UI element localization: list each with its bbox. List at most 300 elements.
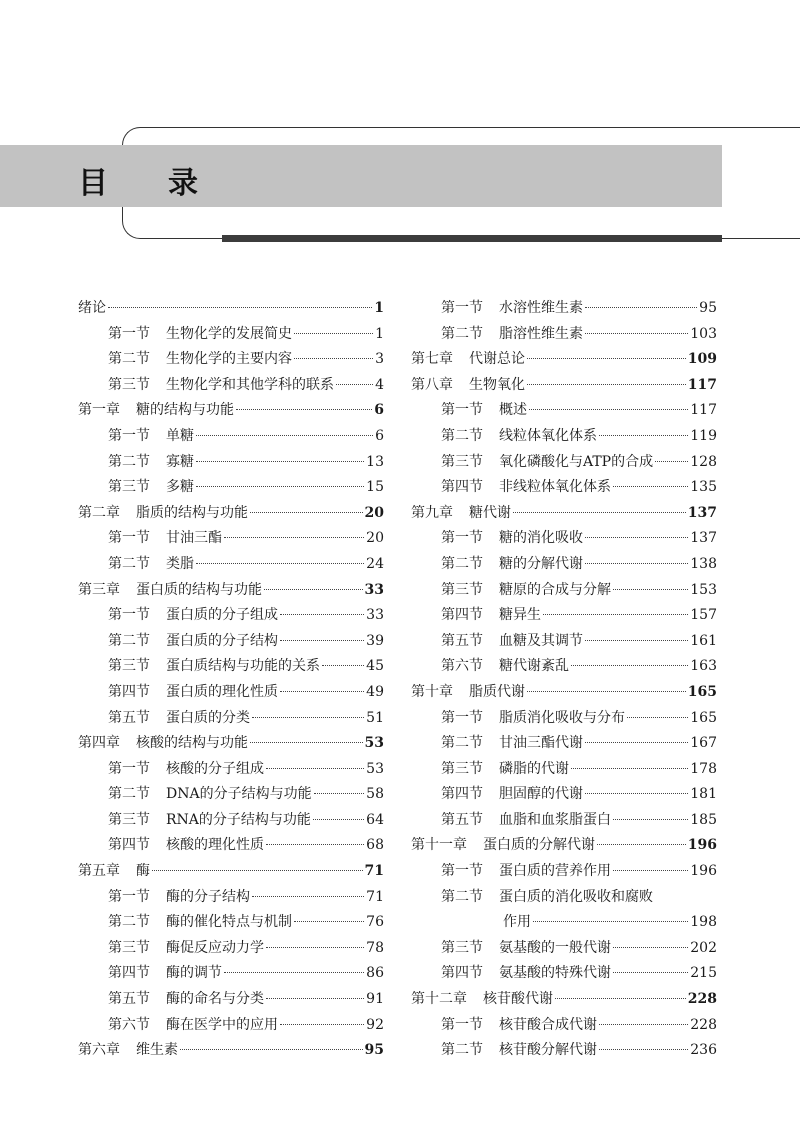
toc-entry: [411, 501, 717, 527]
toc-leader-dots: [571, 768, 688, 769]
toc-entry-title: 核苷酸合成代谢: [499, 1016, 597, 1033]
toc-page-number: 4: [375, 376, 384, 393]
toc-entry-title: 生物化学和其他学科的联系: [166, 376, 334, 393]
toc-entry: [411, 1013, 717, 1039]
toc-leader-dots: [196, 563, 364, 564]
toc-page-number: 228: [690, 1016, 717, 1033]
toc-column-left: [78, 296, 384, 1064]
toc-page-number: 20: [366, 530, 384, 547]
toc-leader-dots: [527, 384, 686, 385]
toc-entry-label: 第四节: [108, 683, 150, 700]
toc-leader-dots: [613, 486, 688, 487]
toc-page-number: 1: [374, 300, 384, 316]
toc-entry-label: 第二章: [78, 504, 120, 521]
toc-entry: [411, 731, 717, 757]
toc-entry: [411, 526, 717, 552]
toc-entry: [411, 654, 717, 680]
toc-entry-title: 甘油三酯: [166, 530, 222, 547]
toc-page-number: 95: [699, 300, 717, 316]
toc-entry-title: 酶促反应动力学: [166, 939, 264, 956]
toc-page-number: 6: [375, 427, 384, 444]
toc-leader-dots: [313, 819, 364, 820]
toc-leader-dots: [597, 844, 686, 845]
toc-entry-label: 第五章: [78, 863, 120, 880]
toc-leader-dots: [599, 435, 688, 436]
toc-entry: [411, 1038, 717, 1064]
toc-entry-title: 类脂: [166, 555, 194, 572]
toc-entry: [411, 373, 717, 399]
toc-leader-dots: [655, 461, 688, 462]
toc-leader-dots: [613, 870, 688, 871]
toc-leader-dots: [294, 358, 373, 359]
toc-entry: [78, 373, 384, 399]
toc-entry-title: 生物化学的发展简史: [166, 325, 292, 342]
toc-page-number: 215: [690, 965, 717, 982]
toc-entry: [411, 808, 717, 834]
toc-leader-dots: [529, 409, 688, 410]
toc-entry-label: 第五节: [108, 991, 150, 1008]
toc-leader-dots: [533, 921, 688, 922]
toc-leader-dots: [264, 589, 363, 590]
toc-page-number: 68: [366, 837, 384, 854]
toc-entry-title: 概述: [499, 402, 527, 419]
toc-page-number: 64: [366, 811, 384, 828]
toc-page-number: 181: [690, 786, 717, 803]
toc-entry-title: 糖原的合成与分解: [499, 581, 611, 598]
toc-page-number: 117: [690, 402, 717, 419]
toc-entry: [78, 987, 384, 1013]
toc-entry: [411, 552, 717, 578]
toc-entry: [411, 450, 717, 476]
toc-entry-title: 单糖: [166, 427, 194, 444]
toc-entry-label: 第三节: [108, 376, 150, 393]
toc-entry-label: 第十章: [411, 683, 453, 700]
toc-entry-title: 脂质的结构与功能: [136, 504, 248, 521]
toc-entry-title: 核酸的结构与功能: [136, 735, 248, 752]
toc-entry: [78, 629, 384, 655]
toc-leader-dots: [585, 640, 688, 641]
toc-entry: [78, 936, 384, 962]
toc-entry: [411, 475, 717, 501]
toc-column-right: [411, 296, 717, 1064]
toc-entry-title: 甘油三酯代谢: [499, 735, 583, 752]
toc-page-number: 91: [366, 991, 384, 1008]
toc-page-number: 163: [690, 658, 717, 675]
toc-page-number: 178: [690, 760, 717, 777]
toc-leader-dots: [266, 844, 364, 845]
toc-page-number: 39: [366, 632, 384, 649]
toc-entry: [78, 731, 384, 757]
toc-page-number: 20: [364, 504, 384, 521]
toc-entry: [78, 347, 384, 373]
toc-page-number: 165: [690, 709, 717, 726]
toc-entry-title: 糖代谢紊乱: [499, 658, 569, 675]
toc-page-number: 128: [690, 453, 717, 470]
toc-entry-title: 酶的命名与分类: [166, 991, 264, 1008]
toc-entry: [411, 910, 717, 936]
toc-entry-title: 核酸的理化性质: [166, 837, 264, 854]
toc-leader-dots: [585, 742, 688, 743]
toc-entry-title: 糖的结构与功能: [136, 402, 234, 419]
toc-leader-dots: [294, 921, 364, 922]
toc-page-number: 117: [687, 376, 717, 393]
toc-entry: [411, 782, 717, 808]
toc-page-number: 161: [690, 632, 717, 649]
toc-entry: [411, 859, 717, 885]
toc-entry-title: 核苷酸分解代谢: [499, 1042, 597, 1059]
toc-entry-title: 蛋白质的结构与功能: [136, 581, 262, 598]
toc-entry-title: 水溶性维生素: [499, 300, 583, 316]
toc-page-number: 78: [366, 939, 384, 956]
toc-entry: [411, 629, 717, 655]
toc-entry-label: 第三节: [441, 453, 483, 470]
toc-page-number: 86: [366, 965, 384, 982]
toc-entry-label: 第四节: [441, 786, 483, 803]
toc-leader-dots: [266, 947, 364, 948]
toc-entry: [78, 424, 384, 450]
toc-page-number: 109: [687, 351, 717, 368]
toc-page-number: 202: [690, 939, 717, 956]
toc-page-number: 53: [364, 735, 384, 752]
toc-page-number: 45: [366, 658, 384, 675]
toc-entry-title: 酶的分子结构: [166, 888, 250, 905]
toc-entry-label: 第三节: [108, 811, 150, 828]
toc-entry: [78, 450, 384, 476]
toc-entry: [78, 1038, 384, 1064]
toc-entry-title: 糖异生: [499, 607, 541, 624]
toc-entry-label: 第一节: [108, 325, 150, 342]
toc-entry-label: 第二节: [108, 786, 150, 803]
toc-entry: [78, 398, 384, 424]
toc-entry-title: 寡糖: [166, 453, 194, 470]
toc-leader-dots: [555, 998, 686, 999]
toc-entry: [78, 552, 384, 578]
toc-page-number: 33: [366, 607, 384, 624]
toc-entry-label: 第四节: [441, 965, 483, 982]
toc-leader-dots: [108, 307, 372, 308]
toc-entry: [78, 885, 384, 911]
toc-leader-dots: [599, 1024, 688, 1025]
toc-entry: [411, 680, 717, 706]
toc-leader-dots: [585, 537, 688, 538]
toc-entry-label: 第七章: [411, 351, 453, 368]
toc-entry: [78, 654, 384, 680]
toc-entry-title: 脂质消化吸收与分布: [499, 709, 625, 726]
toc-entry-label: 第六节: [108, 1016, 150, 1033]
toc-entry-title: 蛋白质的分解代谢: [483, 837, 595, 854]
toc-entry: [78, 526, 384, 552]
toc-entry: [78, 603, 384, 629]
toc-entry-title: 酶的催化特点与机制: [166, 914, 292, 931]
toc-leader-dots: [280, 614, 364, 615]
toc-entry-label: 第三节: [108, 939, 150, 956]
toc-page-number: 138: [690, 555, 717, 572]
toc-leader-dots: [585, 563, 688, 564]
toc-leader-dots: [314, 793, 365, 794]
toc-page-number: 51: [366, 709, 384, 726]
toc-page-number: 119: [690, 427, 717, 444]
toc-entry: [411, 424, 717, 450]
toc-entry-label: 第一节: [441, 709, 483, 726]
toc-entry-title: 脂质代谢: [469, 683, 525, 700]
toc-entry-title: 蛋白质的分子结构: [166, 632, 278, 649]
toc-leader-dots: [236, 409, 372, 410]
toc-page-number: 137: [690, 530, 717, 547]
toc-leader-dots: [527, 358, 686, 359]
toc-entry-label: 第二节: [441, 888, 483, 905]
toc-leader-dots: [613, 947, 688, 948]
toc-entry: [411, 833, 717, 859]
toc-entry-label: 第五节: [108, 709, 150, 726]
toc-leader-dots: [613, 972, 688, 973]
toc-entry-label: 第二节: [441, 555, 483, 572]
toc-entry: [78, 833, 384, 859]
toc-entry: [78, 501, 384, 527]
toc-leader-dots: [585, 307, 697, 308]
toc-entry: [78, 706, 384, 732]
header-underline-bar: [222, 235, 722, 242]
toc-leader-dots: [196, 486, 364, 487]
toc-entry-title: 蛋白质的分类: [166, 709, 250, 726]
toc-page-number: 95: [364, 1042, 384, 1059]
toc-leader-dots: [250, 742, 363, 743]
toc-page-number: 3: [375, 351, 384, 368]
toc-entry: [411, 961, 717, 987]
toc-entry-title: DNA的分子结构与功能: [166, 786, 312, 803]
toc-entry-title: 氧化磷酸化与ATP的合成: [499, 453, 654, 470]
toc-page-number: 135: [690, 479, 717, 496]
toc-entry-label: 第一节: [441, 402, 483, 419]
toc-entry: [78, 296, 384, 322]
toc-entry-label: 第三节: [441, 939, 483, 956]
toc-entry: [411, 936, 717, 962]
toc-page-number: 153: [690, 581, 717, 598]
toc-page-number: 198: [690, 914, 717, 931]
toc-entry: [78, 859, 384, 885]
toc-entry-label: 第三节: [108, 479, 150, 496]
toc-leader-dots: [571, 665, 688, 666]
toc-entry-title: 非线粒体氧化体系: [499, 479, 611, 496]
toc-entry-title: 核苷酸代谢: [483, 991, 553, 1008]
toc-entry: [411, 603, 717, 629]
toc-leader-dots: [196, 435, 373, 436]
toc-entry-label: 第八章: [411, 376, 453, 393]
toc-entry: [78, 782, 384, 808]
toc-page-number: 157: [690, 607, 717, 624]
toc-entry-title: 氨基酸的特殊代谢: [499, 965, 611, 982]
toc-leader-dots: [322, 665, 364, 666]
toc-page-number: 167: [690, 735, 717, 752]
toc-page-number: 103: [690, 325, 717, 342]
toc-page-number: 58: [366, 786, 384, 803]
toc-entry-label: 第二节: [441, 1042, 483, 1059]
toc-leader-dots: [613, 589, 688, 590]
toc-leader-dots: [266, 998, 364, 999]
toc-leader-dots: [224, 972, 364, 973]
toc-entry-title: 代谢总论: [469, 351, 525, 368]
toc-entry-title: 酶在医学中的应用: [166, 1016, 278, 1033]
toc-leader-dots: [543, 614, 688, 615]
toc-entry-label: 第二节: [108, 351, 150, 368]
toc-page-number: 33: [364, 581, 384, 598]
toc-leader-dots: [280, 640, 364, 641]
toc-page-number: 236: [690, 1042, 717, 1059]
toc-entry-label: 第四节: [441, 479, 483, 496]
toc-leader-dots: [180, 1049, 363, 1050]
toc-leader-dots: [585, 333, 688, 334]
toc-leader-dots: [527, 691, 686, 692]
toc-entry-title: 生物化学的主要内容: [166, 351, 292, 368]
toc-entry-title: 氨基酸的一般代谢: [499, 939, 611, 956]
toc-entry-title: 蛋白质结构与功能的关系: [166, 658, 320, 675]
toc-leader-dots: [266, 768, 364, 769]
toc-entry-label: 第一节: [441, 863, 483, 880]
toc-entry: [78, 808, 384, 834]
title-char-1: 目: [78, 166, 108, 201]
toc-entry-title: 糖的消化吸收: [499, 530, 583, 547]
toc-entry-label: 第二节: [441, 325, 483, 342]
toc-page-number: 76: [366, 914, 384, 931]
toc-entry-label: 第一节: [108, 760, 150, 777]
toc-entry-label: 第六节: [441, 658, 483, 675]
toc-leader-dots: [294, 333, 373, 334]
toc-entry-title: 蛋白质的消化吸收和腐败: [499, 888, 653, 905]
toc-leader-dots: [280, 1024, 364, 1025]
toc-page-number: 1: [375, 325, 384, 342]
toc-leader-dots: [627, 717, 688, 718]
toc-page-number: 165: [687, 683, 717, 700]
toc-entry-label: 第五节: [441, 632, 483, 649]
toc-page-number: 13: [366, 453, 384, 470]
toc-entry-label: 第十一章: [411, 837, 467, 854]
toc-page-number: 228: [687, 991, 717, 1008]
toc-entry: [411, 296, 717, 322]
toc-entry: [78, 961, 384, 987]
toc-entry: [78, 757, 384, 783]
toc-entry-title: 胆固醇的代谢: [499, 786, 583, 803]
toc-entry: [411, 987, 717, 1013]
toc-entry: [411, 322, 717, 348]
toc-page-number: 137: [687, 504, 717, 521]
toc-page-number: 24: [366, 555, 384, 572]
toc-entry-title: 酶: [136, 863, 150, 880]
toc-entry-label: 第一章: [78, 402, 120, 419]
toc-entry: [78, 910, 384, 936]
toc-entry-label: 第一节: [108, 888, 150, 905]
toc-entry-label: 第一节: [441, 1016, 483, 1033]
toc-entry-title: 血脂和血浆脂蛋白: [499, 811, 611, 828]
toc-page-number: 6: [374, 402, 384, 419]
toc-entry-label: 第二节: [108, 914, 150, 931]
toc-entry-label: 第二节: [108, 632, 150, 649]
toc-leader-dots: [336, 384, 373, 385]
toc-entry-label: 第一节: [108, 427, 150, 444]
toc-entry-title: 脂溶性维生素: [499, 325, 583, 342]
toc-page-number: 49: [366, 683, 384, 700]
toc-leader-dots: [196, 461, 364, 462]
toc-entry-label: 第三节: [441, 581, 483, 598]
toc-entry-label: 第四节: [108, 965, 150, 982]
toc-entry: [78, 1013, 384, 1039]
toc-entry-label: 第六章: [78, 1042, 120, 1059]
toc-entry-title: 蛋白质的分子组成: [166, 607, 278, 624]
toc-leader-dots: [252, 717, 364, 718]
toc-entry-title: 酶的调节: [166, 965, 222, 982]
toc-page-number: 15: [366, 479, 384, 496]
toc-entry-label: 第四节: [441, 607, 483, 624]
toc-entry: [411, 757, 717, 783]
toc-entry-label: 第二节: [108, 555, 150, 572]
toc-entry: [411, 347, 717, 373]
toc-entry: [78, 322, 384, 348]
toc-entry-label: 第三节: [441, 760, 483, 777]
toc-page-number: 71: [364, 863, 384, 880]
toc-entry-label: 第四节: [108, 837, 150, 854]
toc-entry: [411, 398, 717, 424]
toc-entry-label: 第九章: [411, 504, 453, 521]
toc-leader-dots: [280, 691, 364, 692]
toc-entry-label: 第一节: [108, 607, 150, 624]
toc-entry-title: 生物氧化: [469, 376, 525, 393]
toc-entry-title: 糖的分解代谢: [499, 555, 583, 572]
toc-entry-label: 第四章: [78, 735, 120, 752]
toc-entry-title: 作用: [503, 914, 531, 931]
toc-entry-title: 维生素: [136, 1042, 178, 1059]
toc-page-number: 92: [366, 1016, 384, 1033]
toc-entry-label: 第三章: [78, 581, 120, 598]
toc-entry-label: 第三节: [108, 658, 150, 675]
toc-leader-dots: [252, 896, 364, 897]
toc-entry-label: 第五节: [441, 811, 483, 828]
toc-entry-title: 蛋白质的营养作用: [499, 863, 611, 880]
toc-entry-label: 第二节: [108, 453, 150, 470]
toc-leader-dots: [613, 819, 688, 820]
toc-entry-title: 多糖: [166, 479, 194, 496]
toc-leader-dots: [513, 512, 686, 513]
toc-entry-title: 线粒体氧化体系: [499, 427, 597, 444]
toc-entry-title: 糖代谢: [469, 504, 511, 521]
toc-page-number: 71: [366, 888, 384, 905]
toc-entry-label: 第十二章: [411, 991, 467, 1008]
toc-entry: [411, 578, 717, 604]
toc-entry: [411, 706, 717, 732]
toc-page-number: 196: [687, 837, 717, 854]
toc-entry-title: 血糖及其调节: [499, 632, 583, 649]
toc-page-number: 196: [690, 863, 717, 880]
toc-leader-dots: [152, 870, 363, 871]
toc-leader-dots: [224, 537, 364, 538]
toc-leader-dots: [599, 1049, 688, 1050]
toc-entry-label: 第一节: [108, 530, 150, 547]
toc-page-number: 53: [366, 760, 384, 777]
toc-entry-label: 第二节: [441, 735, 483, 752]
title-char-2: 录: [168, 166, 198, 201]
page-title: [78, 158, 198, 202]
toc-entry: [78, 680, 384, 706]
toc-entry-title: RNA的分子结构与功能: [166, 811, 311, 828]
toc-entry-label: 第二节: [441, 427, 483, 444]
toc-entry-title: 磷脂的代谢: [499, 760, 569, 777]
toc-entry-label: 第一节: [441, 530, 483, 547]
toc-entry-title: 绪论: [78, 300, 106, 316]
toc-entry: [78, 578, 384, 604]
toc-entry: [411, 885, 717, 911]
toc-entry: [78, 475, 384, 501]
toc-entry-title: 蛋白质的理化性质: [166, 683, 278, 700]
toc-leader-dots: [585, 793, 688, 794]
toc-page-number: 185: [690, 811, 717, 828]
toc-entry-title: 核酸的分子组成: [166, 760, 264, 777]
